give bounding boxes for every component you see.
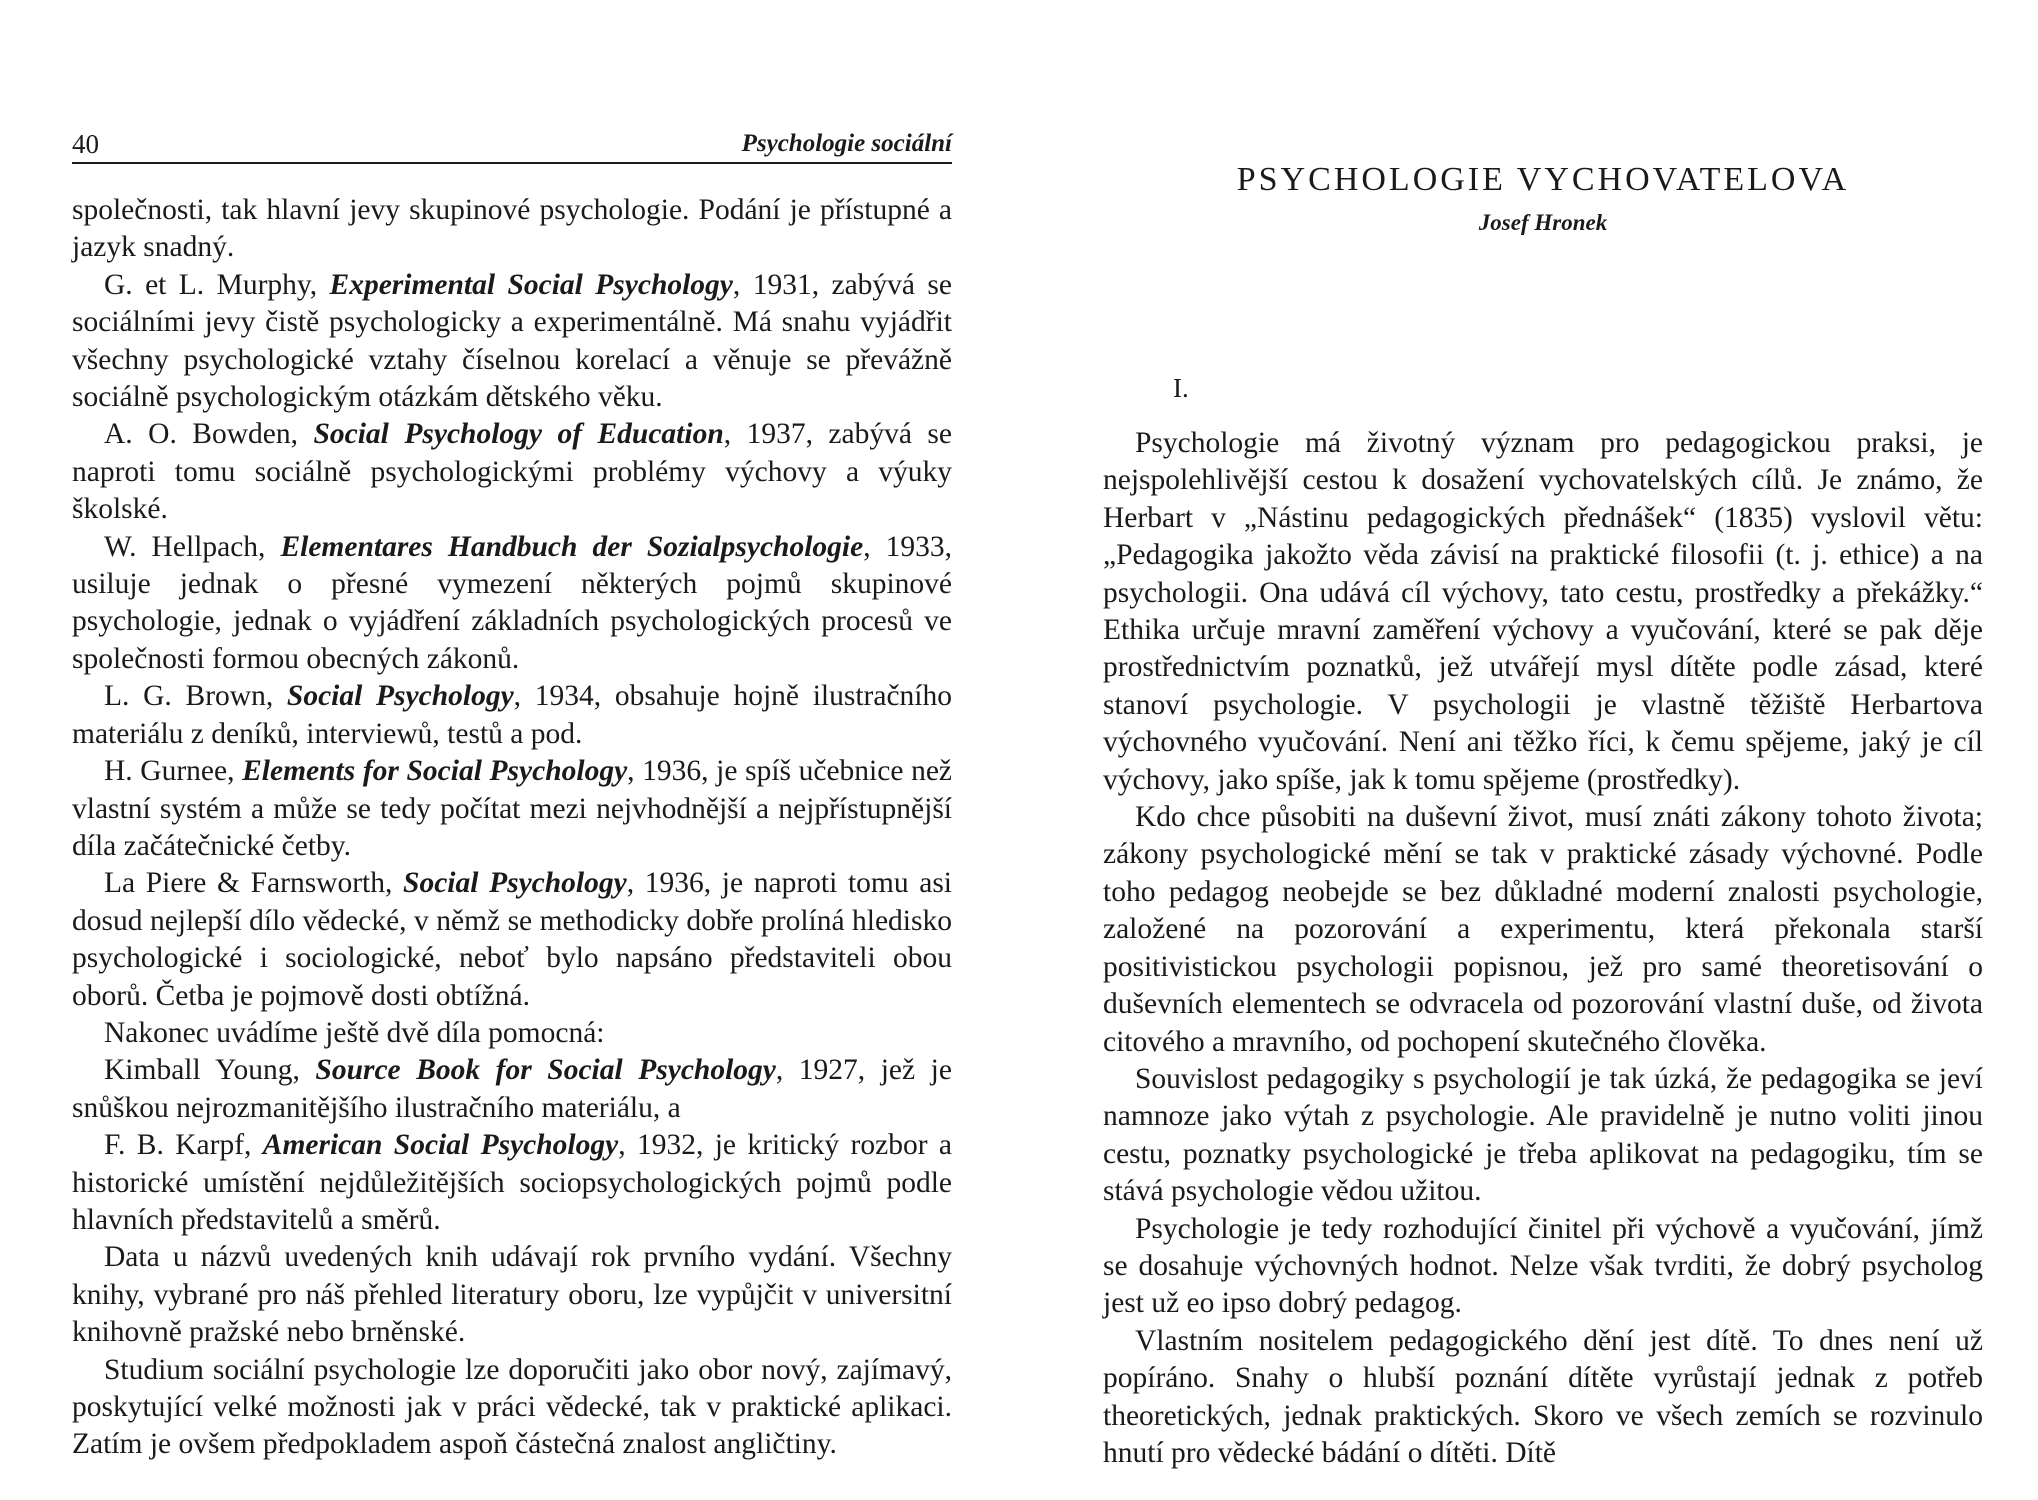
- text-run: Psychologie má životný význam pro pedagogickou praksi, je nejspolehlivější cestou k dosažení vychovatelských cílů. Je známo, že Herbart v „Nástinu pedagogických přednášek“ (1835) vyslovil větu: „Pedagogika jakožto věda závisí na praktické filosofii (t. j. ethice) a na psychologii. Ona udává cíl výchovy, tato cestu, prostředky a překážky.“ Ethika určuje mravní zaměření výchovy a vyučování, které se pak děje prostřednictvím poznatků, jež utvářejí mysl dítěte podle zásad, které stanoví psychologie. V psychologii je vlastně těžiště Herbartova výchovného vyučování. Není ani těžko říci, k čemu spějeme, jaký je cíl výchovy, jako spíše, jak k tomu spějeme (prostředky).: [1103, 427, 1983, 796]
- text-run: H. Gurnee,: [104, 755, 243, 788]
- text-run: G. et L. Murphy,: [104, 268, 330, 301]
- paragraph: [1103, 1211, 1983, 1323]
- paragraph: [72, 1239, 952, 1351]
- text-run: L. G. Brown,: [104, 680, 287, 713]
- section-number: I.: [1173, 373, 1189, 403]
- text-run: Kdo chce působiti na duševní život, musí znáti zákony tohoto života; zákony psychologické mění se tak v praktické zásady výchovné. Podle toho pedagog neobejde se bez důkladné moderní znalosti psychologie, založené na pozorování a experimentu, která překonala starší positivistickou psychologii popisnou, jež pro samé theoretisování o duševních elementech se odvracela od pozorování vlastní duše, od života citového a mravního, od pochopení skutečného člověka.: [1103, 801, 1983, 1058]
- text-run: Souvislost pedagogiky s psychologií je tak úzká, že pedagogika se jeví namnoze jako výtah z psychologie. Ale pravidelně je nutno voliti jinou cestu, poznatky psychologické je třeba aplikovat na pedagogiku, tím se stává psychologie vědou užitou.: [1103, 1062, 1983, 1208]
- book-title: Source Book for Social Psychology: [315, 1054, 776, 1087]
- book-title: Experimental Social Psychology: [329, 268, 733, 301]
- paragraph: [1103, 425, 1983, 799]
- text-run: , 1927, jež je snůškou nejrozmanitějšího ilustračního materiálu, a: [72, 1054, 952, 1124]
- paragraph: [72, 1127, 952, 1239]
- left-page-body-text: [72, 192, 952, 1464]
- text-run: , 1936, je spíš učebnice než vlastní systém a může se tedy počítat mezi nejvhodnější a nejpřístupnější díla začátečnické četby.: [72, 755, 952, 862]
- text-run: Psychologie je tedy rozhodující činitel při výchově a vyučování, jímž se dosahuje výchovných hodnot. Nelze však tvrditi, že dobrý psycholog jest už eo ipso dobrý pedagog.: [1103, 1212, 1983, 1320]
- text-run: Vlastním nositelem pedagogického dění jest dítě. To dnes není už popíráno. Snahy o hlubší poznání dítěte vyrůstají jednak z potřeb theoretických, jednak praktických. Skoro ve všech zemích se rozvinulo hnutí pro vědecké bádání o dítěti. Dítě: [1103, 1324, 1983, 1469]
- paragraph: [72, 678, 952, 753]
- running-head: [72, 128, 952, 164]
- book-title: Social Psychology of Education: [313, 418, 724, 451]
- book-title: Elements for Social Psychology: [242, 755, 628, 788]
- paragraph: [72, 267, 952, 417]
- running-title: Psychologie sociální: [741, 130, 952, 157]
- right-page: [1103, 0, 1983, 1500]
- article-title: PSYCHOLOGIE VYCHOVATELOVA: [1236, 161, 1850, 198]
- paragraph: [72, 1052, 952, 1127]
- book-title: Social Psychology: [286, 680, 514, 713]
- article-author: Josef Hronek: [1478, 210, 1608, 235]
- text-run: Kimball Young,: [104, 1054, 316, 1087]
- text-run: , 1936, je naproti tomu asi dosud nejlepší dílo vědecké, v němž se methodicky dobře prolíná hledisko psychologické i sociologické, neboť bylo napsáno představiteli obou oborů. Četba je pojmově dosti obtížná.: [72, 867, 953, 1012]
- paragraph: [72, 753, 952, 865]
- paragraph: [72, 529, 952, 679]
- text-run: , 1934, obsahuje hojně ilustračního materiálu z deníků, interviewů, testů a pod.: [72, 680, 952, 750]
- paragraph: [72, 1015, 952, 1052]
- text-run: , 1933, usiluje jednak o přesné vymezení některých pojmů skupinové psychologie, jednak o vyjádření základních psychologických procesů ve společnosti formou obecných zákonů.: [72, 530, 952, 675]
- text-run: La Piere & Farnsworth,: [104, 867, 404, 900]
- paragraph: [72, 192, 952, 267]
- text-run: Studium sociální psychologie lze doporučiti jako obor nový, zajímavý, poskytující velké možnosti jak v práci vědecké, tak v praktické aplikaci. Zatím je ovšem předpokladem aspoň částečná znalost angličtiny.: [72, 1353, 952, 1461]
- text-run: Nakonec uvádíme ještě dvě díla pomocná:: [104, 1016, 605, 1049]
- right-page-body-text: [1103, 425, 1983, 1472]
- left-page: [72, 0, 952, 1500]
- paragraph: [1103, 1323, 1983, 1473]
- text-run: A. O. Bowden,: [104, 418, 314, 451]
- book-title: Elementares Handbuch der Sozialpsychologie: [280, 530, 864, 563]
- paragraph: [72, 865, 952, 1015]
- book-title: Social Psychology: [403, 867, 627, 900]
- text-run: W. Hellpach,: [104, 530, 281, 563]
- text-run: F. B. Karpf,: [104, 1129, 263, 1162]
- text-run: , 1937, zabývá se naproti tomu sociálně psychologickými problémy výchovy a výuky školské.: [72, 418, 953, 526]
- page-number: 40: [72, 129, 99, 159]
- text-run: společnosti, tak hlavní jevy skupinové psychologie. Podání je přístupné a jazyk snadný.: [72, 194, 952, 264]
- paragraph: [72, 1352, 952, 1464]
- book-title: American Social Psychology: [262, 1129, 619, 1162]
- paragraph: [72, 416, 952, 528]
- text-run: , 1932, je kritický rozbor a historické umístění nejdůležitějších sociopsychologických pojmů podle hlavních představitelů a směrů.: [72, 1129, 952, 1236]
- text-run: , 1931, zabývá se sociálními jevy čistě psychologicky a experimentálně. Má snahu vyjádřit všechny psychologické vztahy číselnou korelací a věnuje se převážně sociálně psychologickým otázkám dětského věku.: [72, 268, 952, 414]
- text-run: Data u názvů uvedených knih udávají rok prvního vydání. Všechny knihy, vybrané pro náš přehled literatury oboru, lze vypůjčit v universitní knihovně pražské nebo brněnské.: [72, 1241, 952, 1349]
- paragraph: [1103, 1061, 1983, 1211]
- paragraph: [1103, 799, 1983, 1061]
